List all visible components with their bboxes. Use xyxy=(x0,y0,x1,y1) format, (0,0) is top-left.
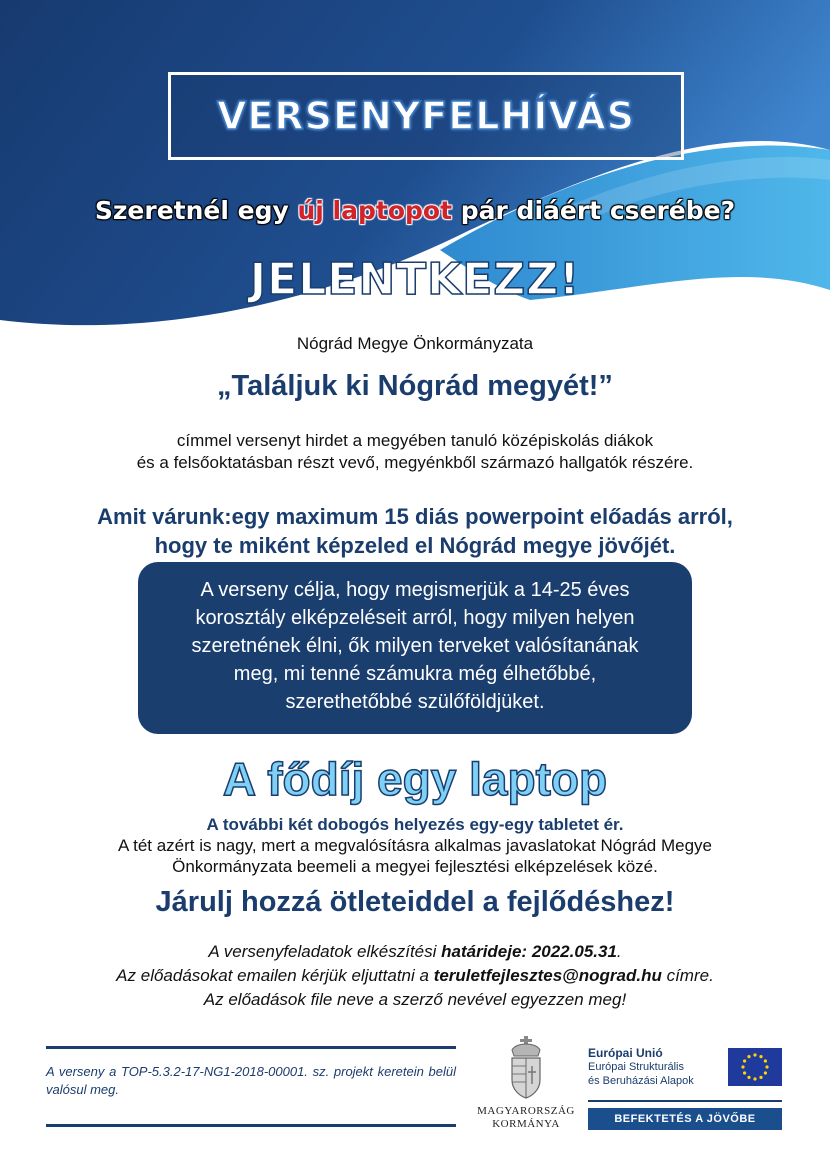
expectation-line: Amit várunk:egy maximum 15 diás powerpoint előadás arról, xyxy=(97,504,733,529)
organizer: Nógrád Megye Önkormányzata xyxy=(296,334,534,353)
expectation-line: hogy te miként képzeled el Nógrád megye jövőjét. xyxy=(154,533,676,558)
intro-line: és a felsőoktatásban részt vevő, megyénkből származó hallgatók részére. xyxy=(136,453,694,472)
poster-title: VERSENYFELHÍVÁS xyxy=(217,94,635,138)
email-address[interactable]: teruletfejlesztes@nograd.hu xyxy=(433,966,662,985)
goal-line: meg, mi tenné számukra még élhetőbbé, xyxy=(233,663,597,685)
question-pre: Szeretnél egy xyxy=(94,196,298,225)
call-to-action: JELENTKEZZ! xyxy=(249,254,581,305)
email-post: címre. xyxy=(661,966,714,985)
headline-question xyxy=(0,196,830,225)
goal-box xyxy=(138,562,692,734)
project-top-divider xyxy=(46,1046,456,1049)
intro-text xyxy=(0,430,830,474)
intro-line: címmel versenyt hirdet a megyében tanuló középiskolás diákok xyxy=(176,431,654,450)
government-line1: MAGYARORSZÁG xyxy=(477,1105,575,1117)
goal-line: szerethetőbbé szülőföldjüket. xyxy=(285,691,545,713)
eu-slogan: BEFEKTETÉS A JÖVŐBE xyxy=(588,1108,782,1130)
title-box xyxy=(168,72,684,160)
prize-details xyxy=(0,814,830,877)
prize-headline: A fődíj egy laptop xyxy=(222,753,608,805)
contribute-slogan: Járulj hozzá ötleteiddel a fejlődéshez! xyxy=(155,886,675,918)
deadline-post: . xyxy=(616,942,622,961)
prize-detail-line: A tét azért is nagy, mert a megvalósításra alkalmas javaslatokat Nógrád Megye xyxy=(117,836,712,855)
government-line2: KORMÁNYA xyxy=(492,1118,560,1130)
email-pre: Az előadásokat emailen kérjük eljuttatni a xyxy=(116,966,434,985)
question-post: pár diáért cserébe? xyxy=(452,196,736,225)
question-highlight: új laptopot xyxy=(297,196,453,225)
goal-line: szeretnének élni, ők milyen terveket valósítanának xyxy=(191,635,639,657)
goal-line: korosztály elképzeléseit arról, hogy milyen helyen xyxy=(195,607,635,629)
project-bottom-divider xyxy=(46,1124,456,1127)
email-line xyxy=(0,964,830,988)
eu-line1: Európai Unió xyxy=(588,1046,663,1060)
deadline-pre: A versenyfeladatok elkészítési xyxy=(208,942,442,961)
expectation-text xyxy=(0,502,830,560)
project-note: A verseny a TOP-5.3.2-17-NG1-2018-00001. sz. projekt keretein belül valósul meg. xyxy=(46,1064,456,1097)
deadline-date: határideje: 2022.05.31 xyxy=(441,942,617,961)
deadline-line xyxy=(0,940,830,964)
eu-line2: Európai Strukturális xyxy=(588,1061,684,1073)
deadline-info xyxy=(0,940,830,1012)
prize-detail-line: Önkormányzata beemeli a megyei fejlesztési elképzelések közé. xyxy=(172,857,658,876)
eu-line3: és Beruházási Alapok xyxy=(588,1075,694,1087)
goal-line: A verseny célja, hogy megismerjük a 14-25 éves xyxy=(200,579,630,601)
filename-line: Az előadások file neve a szerző nevével egyezzen meg! xyxy=(203,990,627,1009)
coat-of-arms-icon xyxy=(506,1036,546,1100)
eu-logo xyxy=(588,1044,782,1130)
government-logo xyxy=(476,1036,576,1131)
eu-flag-icon xyxy=(728,1048,782,1086)
contest-title: „Találjuk ki Nógrád megyét!” xyxy=(217,370,613,402)
prize-second: A további két dobogós helyezés egy-egy tabletet ér. xyxy=(206,815,624,834)
